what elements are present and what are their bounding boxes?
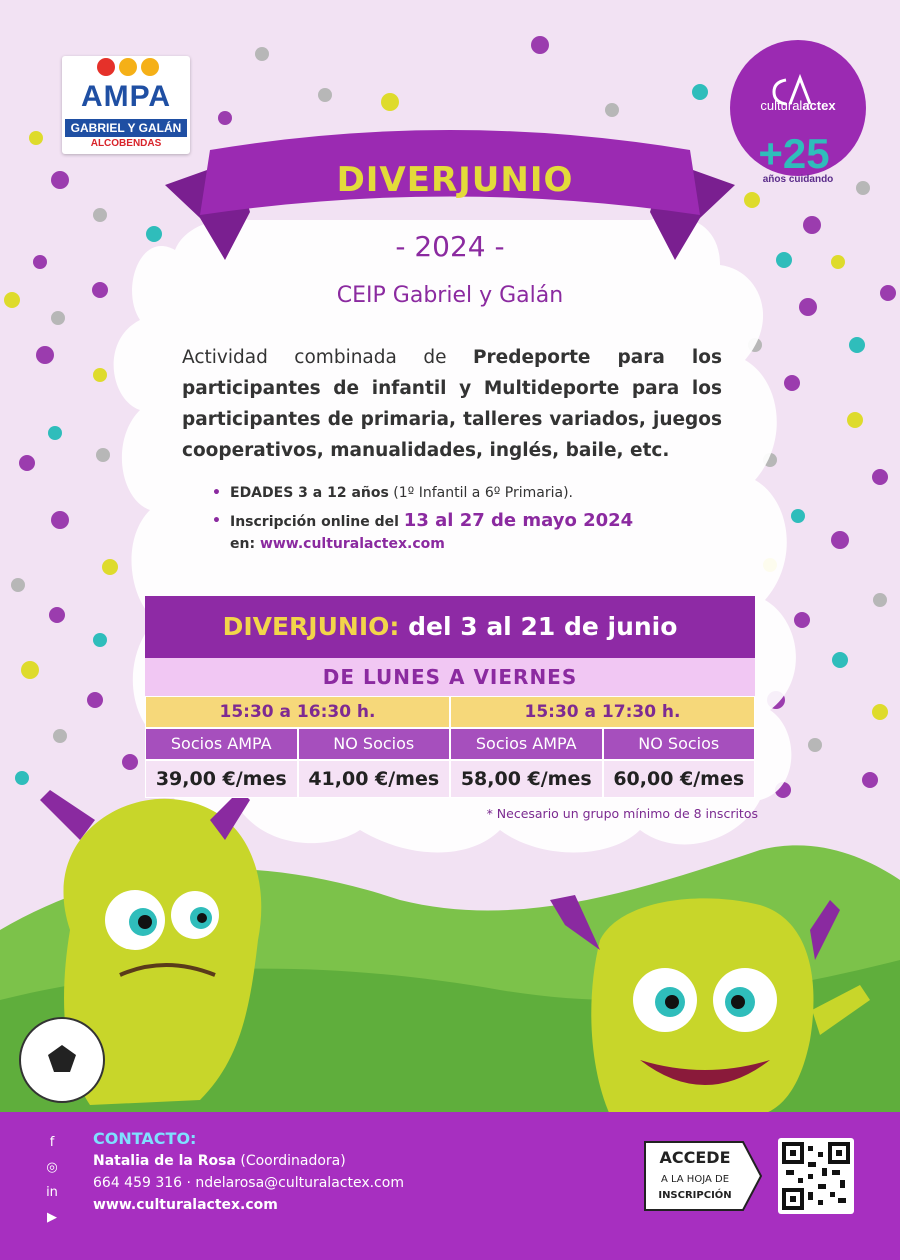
minimum-group-note: * Necesario un grupo mínimo de 8 inscritos <box>486 806 758 821</box>
instagram-icon[interactable]: ◎ <box>46 1160 58 1175</box>
school-name: CEIP Gabriel y Galán <box>336 283 564 308</box>
table-days: DE LUNES A VIERNES <box>145 658 755 696</box>
facebook-icon[interactable]: f <box>49 1135 55 1150</box>
badge-brand: culturalactex <box>760 98 836 113</box>
registration-sheet-button[interactable] <box>643 1140 763 1212</box>
table-hours-row <box>145 696 755 728</box>
badge-circle-icon <box>728 38 868 188</box>
ampa-dots-icon <box>96 56 160 78</box>
accede-label: ACCEDE <box>659 1148 731 1167</box>
table-hour-cell: 15:30 a 17:30 h. <box>450 696 755 728</box>
accede-sub-label: A LA HOJA DE <box>660 1174 730 1185</box>
svg-text:+25: +25 <box>758 130 830 177</box>
ages-bullet: • EDADES 3 a 12 años (1º Infantil a 6º Primaria). <box>212 485 573 501</box>
table-price-cell: 39,00 €/mes <box>145 760 298 798</box>
table-type-cell: NO Socios <box>603 728 756 760</box>
youtube-icon[interactable]: ▶ <box>47 1210 57 1225</box>
table-type-cell: NO Socios <box>298 728 451 760</box>
cultural-actex-badge <box>728 38 868 188</box>
table-price-cell: 58,00 €/mes <box>450 760 603 798</box>
ampa-logo <box>62 56 190 154</box>
badge-tagline: años cuidando <box>762 174 834 185</box>
contact-name: Natalia de la Rosa (Coordinadora) <box>93 1153 346 1169</box>
table-price-cell: 41,00 €/mes <box>298 760 451 798</box>
info-bullets <box>212 482 772 561</box>
schedule-table <box>145 596 755 798</box>
table-header: DIVERJUNIO: del 3 al 21 de junio <box>145 596 755 658</box>
accede-sub-label-2: INSCRIPCIÓN <box>658 1190 732 1201</box>
contact-website[interactable]: www.culturalactex.com <box>93 1197 278 1213</box>
qr-code-icon <box>778 1138 854 1214</box>
table-hour-cell: 15:30 a 16:30 h. <box>145 696 450 728</box>
contact-block <box>93 1128 543 1216</box>
table-type-cell: Socios AMPA <box>450 728 603 760</box>
qr-code[interactable] <box>778 1138 854 1214</box>
intro-paragraph: Actividad combinada de Predeporte para los participantes de infantil y Multideporte para los participantes de primaria, talleres variados, juegos cooperativos, manualidades, inglés, baile, etc. <box>182 347 722 461</box>
linkedin-icon[interactable]: in <box>46 1185 58 1200</box>
table-type-cell: Socios AMPA <box>145 728 298 760</box>
page-title: DIVERJUNIO <box>336 160 574 200</box>
ampa-word: AMPA <box>80 80 172 113</box>
table-prices-row <box>145 760 755 798</box>
ampa-town: ALCOBENDAS <box>90 138 162 149</box>
table-types-row <box>145 728 755 760</box>
social-icons <box>42 1135 62 1235</box>
contact-phone-email[interactable]: 664 459 316 · ndelarosa@culturalactex.com <box>93 1175 404 1191</box>
registration-bullet: • Inscripción online del 13 al 27 de mayo 2024 en: www.culturalactex.com <box>212 510 634 552</box>
year-label: - 2024 - <box>395 230 505 263</box>
table-price-cell: 60,00 €/mes <box>603 760 756 798</box>
website-link[interactable]: www.culturalactex.com <box>259 536 445 552</box>
contact-title: CONTACTO: <box>93 1129 197 1148</box>
ampa-school-name: GABRIEL Y GALÁN <box>65 119 187 137</box>
